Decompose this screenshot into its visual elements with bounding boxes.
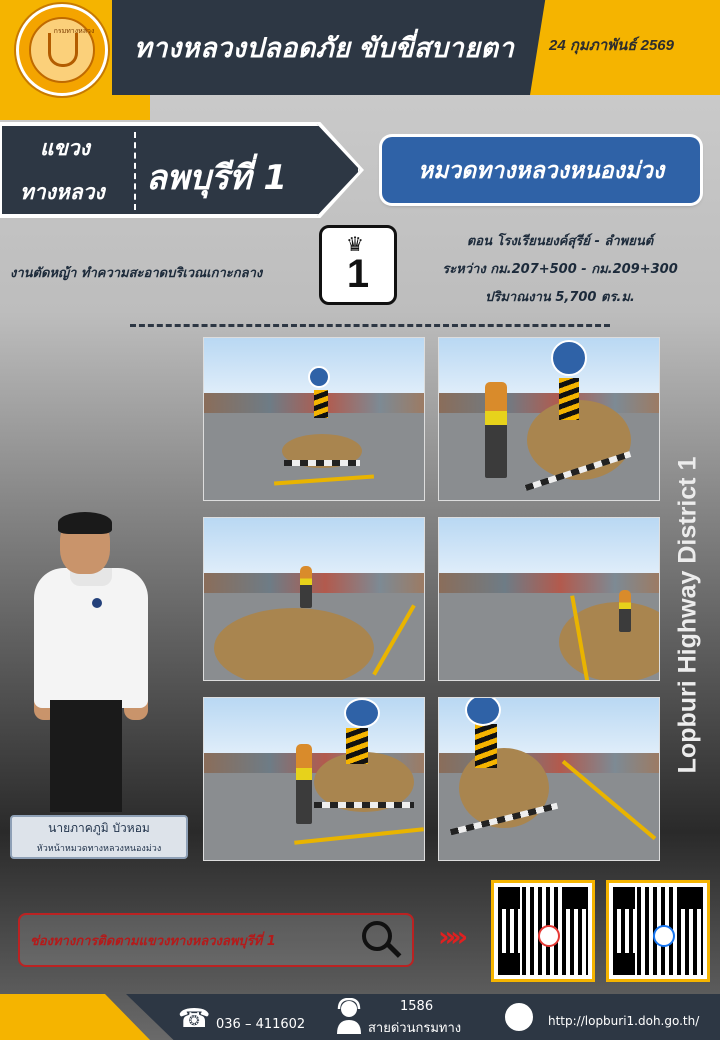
work-km-range: ระหว่าง กม.207+500 - กม.209+300	[442, 262, 678, 277]
district-divider	[134, 132, 136, 210]
logo-text: กรมทางหลวง	[53, 27, 95, 35]
google-maps-qr-code[interactable]	[491, 880, 595, 982]
facebook-icon	[653, 925, 675, 947]
work-description: งานตัดหญ้า ทำความสะอาดบริเวณเกาะกลาง	[10, 266, 263, 281]
facebook-qr-code[interactable]	[606, 880, 710, 982]
hotline-icon	[334, 998, 364, 1034]
work-photo-2	[438, 337, 660, 501]
website-link[interactable]: http://lopburi1.doh.go.th/	[548, 1014, 700, 1028]
district-label-line1: แขวง	[40, 136, 90, 160]
footer-yellow-block	[0, 994, 150, 1040]
district-label-line2: ทางหลวง	[20, 180, 105, 204]
arrows-icon: »»	[438, 920, 463, 953]
person-shirt	[34, 568, 148, 708]
person-position: หัวหน้าหมวดทางหลวงหนองม่วง	[36, 844, 162, 854]
work-photo-5	[203, 697, 425, 861]
work-quantity: ปริมาณงาน 5,700 ตร.ม.	[485, 290, 635, 305]
phone-icon: ☎	[178, 1004, 211, 1034]
section-divider	[130, 324, 610, 327]
date-label: 24 กุมภาพันธ์ 2569	[549, 37, 674, 54]
work-photo-3	[203, 517, 425, 681]
work-photo-1	[203, 337, 425, 501]
route-number: 1	[346, 252, 370, 296]
work-photo-6	[438, 697, 660, 861]
unit-name: หมวดทางหลวงหนองม่วง	[417, 158, 665, 184]
department-logo	[16, 4, 108, 96]
shirt-logo-icon	[92, 598, 102, 608]
hotline-number[interactable]: 1586	[400, 999, 434, 1014]
garuda-emblem-icon: ♛	[346, 232, 364, 256]
follow-channels-text: ช่องทางการติดตามแขวงทางหลวงลพบุรีที่ 1	[30, 934, 276, 949]
work-photo-4	[438, 517, 660, 681]
person-pants	[50, 700, 122, 812]
district-name: ลพบุรีที่ 1	[146, 158, 287, 198]
person-hair	[58, 512, 112, 534]
person-name: นายภาคภูมิ บัวหอม	[48, 821, 150, 835]
hotline-label: สายด่วนกรมทาง	[368, 1021, 462, 1036]
globe-icon	[502, 1000, 536, 1034]
footer-phone[interactable]: 036 – 411602	[216, 1017, 306, 1032]
google-maps-icon	[538, 925, 560, 947]
side-label: Lopburi Highway District 1	[673, 456, 702, 774]
page-title: ทางหลวงปลอดภัย ขับขี่สบายตา	[134, 33, 515, 63]
work-section: ตอน โรงเรียนยงค์สุรีย์ - ลำพยนต์	[466, 234, 654, 249]
